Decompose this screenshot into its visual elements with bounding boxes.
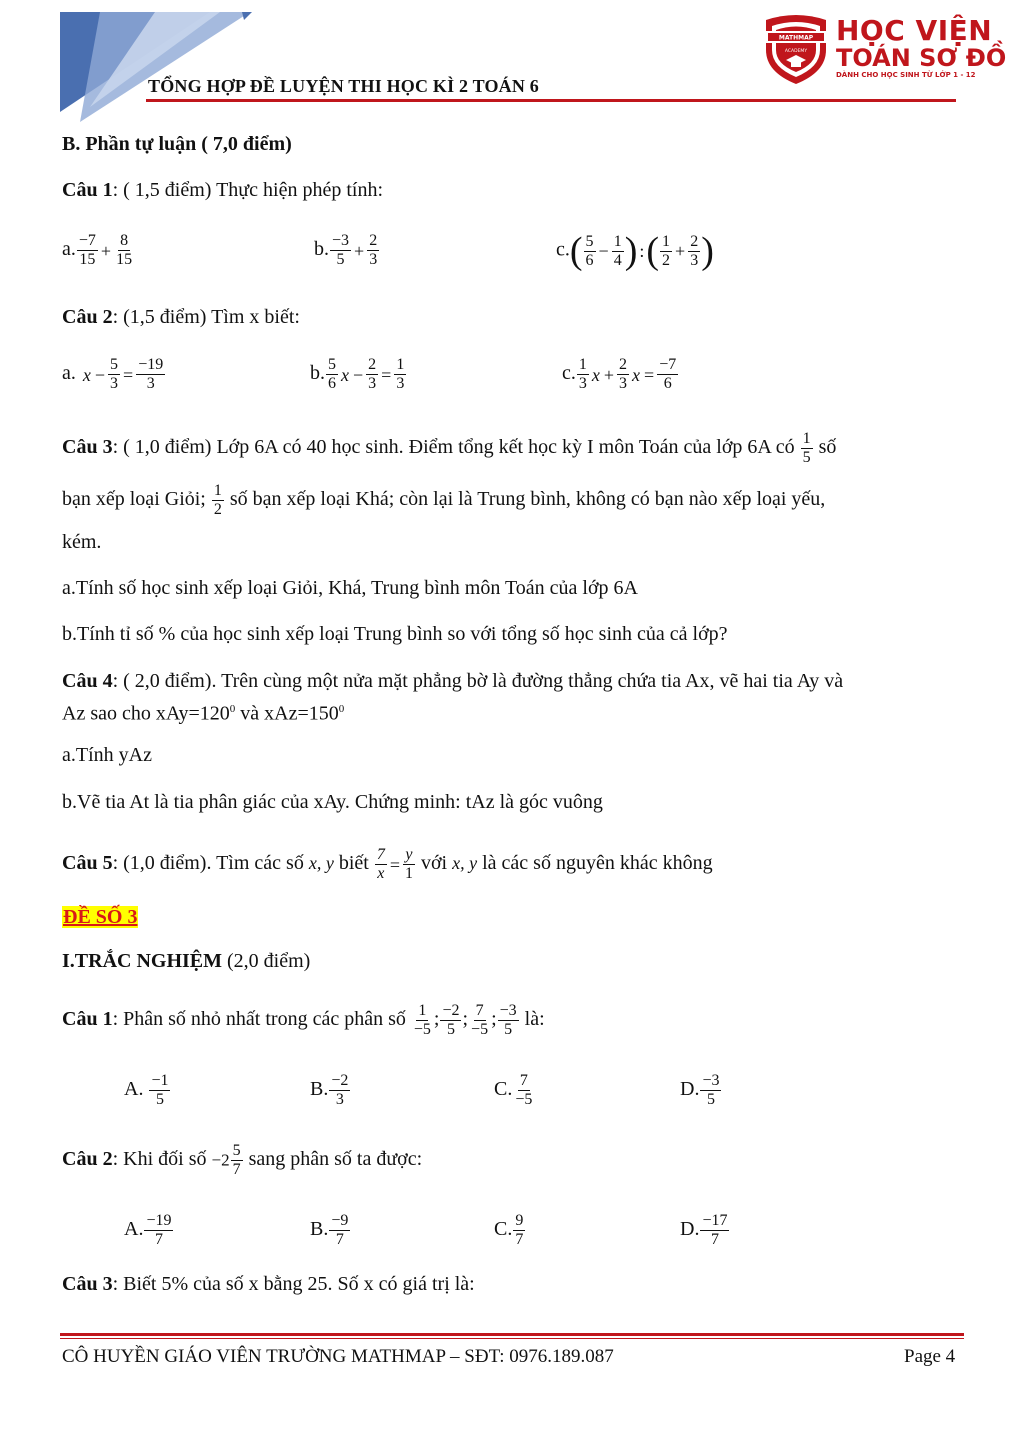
footer-rule-top	[60, 1333, 964, 1336]
q3-line2: bạn xếp loại Giỏi; $\frac{1}{2}$ số bạn xếp loại Khá; còn lại là Trung bình, không có bạn nào xếp loại yếu,	[62, 482, 826, 518]
q5-line: Câu 5: (1,0 điểm). Tìm các số x, y biết $\frac{7}{x}$ = $\frac{y}{1}$ với x, y là các số nguyên khác không	[62, 846, 713, 882]
de3-q3-label: Câu 3	[62, 1273, 113, 1295]
q4-line1: Câu 4: ( 2,0 điểm). Trên cùng một nửa mặt phẳng bờ là đường thẳng chứa tia Ax, vẽ hai tia Ay và	[62, 670, 844, 692]
logo-line2: TOÁN SƠ ĐỒ	[836, 44, 1007, 72]
q3-b: b.Tính tỉ số % của học sinh xếp loại Trung bình so với tổng số học sinh của cả lớp?	[62, 623, 728, 645]
q4-a: a.Tính yAz	[62, 744, 152, 766]
de3-title: ĐỀ SỐ 3	[63, 906, 138, 928]
q1-c: c.( $\frac{5}{6}$ − $\frac{1}{4}$ ) :( $\frac{1}{2}$ + $\frac{2}{3}$ )	[556, 230, 714, 272]
logo-tagline: DÀNH CHO HỌC SINH TỪ LỚP 1 - 12	[836, 71, 976, 79]
de3-q2-option-a[interactable]: A. $\frac{-19}{7}$	[124, 1212, 172, 1248]
q1-label: Câu 1	[62, 179, 113, 201]
de3-section: I.TRẮC NGHIỆM (2,0 điểm)	[62, 950, 311, 972]
header-corner-decoration	[60, 12, 260, 122]
q4-label: Câu 4	[62, 670, 113, 692]
de3-q2-line: Câu 2: Khi đối số −2 $\frac{5}{7}$ sang phân số ta được:	[62, 1142, 423, 1178]
q3-label: Câu 3	[62, 436, 113, 459]
header-title: TỔNG HỢP ĐỀ LUYỆN THI HỌC KÌ 2 TOÁN 6	[148, 76, 539, 96]
q3-line1: Câu 3: ( 1,0 điểm) Lớp 6A có 40 học sinh. Điểm tổng kết học kỳ I môn Toán của lớp 6A có $\frac{1}{5}$ số	[62, 430, 837, 466]
q3-a: a.Tính số học sinh xếp loại Giỏi, Khá, Trung bình môn Toán của lớp 6A	[62, 577, 638, 599]
q1-a: a. $\frac{-7}{15}$ + $\frac{8}{15}$	[62, 232, 133, 268]
q2-text: : (1,5 điểm) Tìm x biết:	[112, 306, 300, 328]
footer-page-number: Page 4	[904, 1346, 956, 1367]
shield-top-text: MATHMAP	[778, 34, 814, 42]
q2-a: a. x − $\frac{5}{3}$ = $\frac{-19}{3}$	[62, 356, 164, 392]
de3-q2-option-c[interactable]: C. $\frac{9}{7}$	[494, 1212, 524, 1248]
de3-q1-label: Câu 1	[62, 1008, 113, 1031]
q1-b: b. $\frac{-3}{5}$ + $\frac{2}{3}$	[314, 232, 378, 268]
q2-c: c. $\frac{1}{3}$ x + $\frac{2}{3}$ x = $\frac{-7}{6}$	[562, 356, 677, 392]
de3-q1-option-d[interactable]: D. $\frac{-3}{5}$	[680, 1072, 720, 1108]
de3-q1-option-a[interactable]: A. $\frac{-1}{5}$	[124, 1072, 169, 1108]
q2-b: b. $\frac{5}{6}$ x − $\frac{2}{3}$ = $\frac{1}{3}$	[310, 356, 405, 392]
shield-mid-text: ACADEMY	[784, 49, 808, 54]
footer-rule-bottom	[60, 1338, 964, 1339]
q2-heading	[62, 305, 300, 329]
de3-q2-option-b[interactable]: B. $\frac{-9}{7}$	[310, 1212, 349, 1248]
q2-label: Câu 2	[62, 306, 113, 328]
footer-teacher: CÔ HUYỀN GIÁO VIÊN TRƯỜNG MATHMAP – SĐT: 0976.189.087	[62, 1346, 614, 1367]
de3-q2-option-d[interactable]: D. $\frac{-17}{7}$	[680, 1212, 728, 1248]
de3-q3-line: Câu 3: Biết 5% của số x bằng 25. Số x có giá trị là:	[62, 1273, 475, 1295]
de3-q2-label: Câu 2	[62, 1148, 113, 1171]
header-rule	[146, 99, 956, 102]
q5-label: Câu 5	[62, 852, 113, 875]
de3-q1-line: Câu 1: Phân số nhỏ nhất trong các phân số $\frac{1}{-5}$ ; $\frac{-2}{5}$ ; $\frac{7}{-5}$ ; $\frac{-3}{5}$ là:	[62, 1002, 545, 1038]
part-b-title: B. Phần tự luận ( 7,0 điểm)	[62, 133, 292, 155]
shield-logo-icon	[762, 14, 830, 86]
q4-b: b.Vẽ tia At là tia phân giác của xAy. Chứng minh: tAz là góc vuông	[62, 791, 603, 813]
q1-heading	[62, 178, 383, 202]
logo-line1: HỌC VIỆN	[836, 14, 993, 47]
q3-line3: kém.	[62, 531, 102, 553]
de3-q1-option-c[interactable]: C. $\frac{7}{-5}$	[494, 1072, 533, 1108]
de3-q1-option-b[interactable]: B. $\frac{-2}{3}$	[310, 1072, 349, 1108]
q1-text: : ( 1,5 điểm) Thực hiện phép tính:	[112, 179, 383, 201]
q4-line2: Az sao cho $xAy=120^0$ và $xAz=150^0$	[62, 702, 345, 725]
